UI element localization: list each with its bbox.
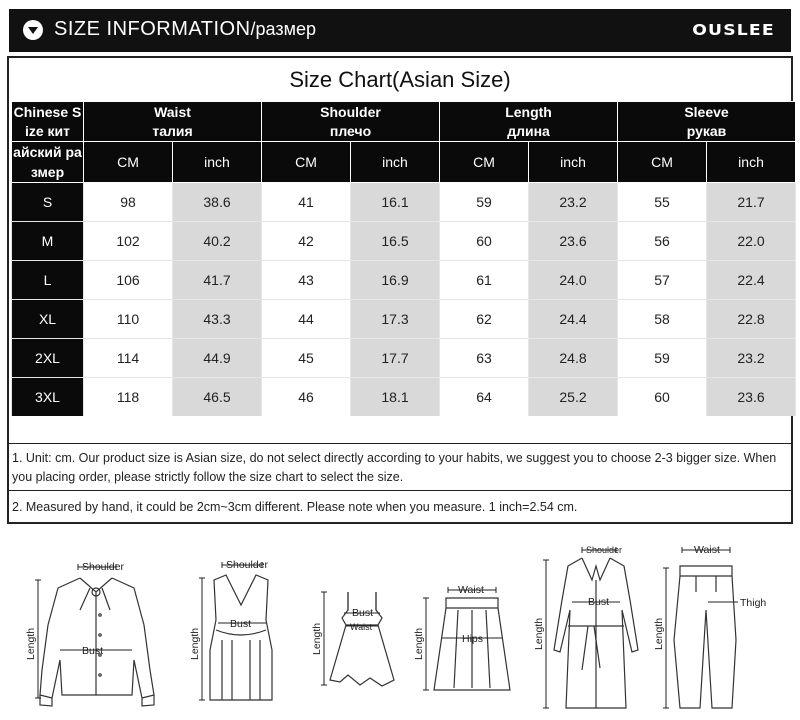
cell-cm: 61: [440, 261, 529, 300]
cell-inch: 22.8: [707, 300, 796, 339]
cell-inch: 16.9: [351, 261, 440, 300]
unit-cm: CM: [262, 142, 351, 183]
cell-cm: 60: [440, 222, 529, 261]
group-header-length: [440, 102, 618, 142]
cell-cm: 64: [440, 378, 529, 417]
cell-cm: 118: [84, 378, 173, 417]
cell-inch: 44.9: [173, 339, 262, 378]
group-en: Sleeve: [684, 103, 729, 120]
label-shoulder: Shoulder: [82, 561, 125, 573]
cell-inch: 25.2: [529, 378, 618, 417]
cell-inch: 23.2: [707, 339, 796, 378]
cell-cm: 102: [84, 222, 173, 261]
cell-cm: 45: [262, 339, 351, 378]
cell-inch: 24.8: [529, 339, 618, 378]
group-header-sleeve: [618, 102, 796, 142]
cell-cm: 62: [440, 300, 529, 339]
cell-inch: 17.7: [351, 339, 440, 378]
label-thigh: Thigh: [740, 597, 767, 609]
label-shoulder: Shoulder: [226, 559, 269, 571]
brand-logo: OUSLEE: [692, 21, 775, 39]
cell-cm: 56: [618, 222, 707, 261]
label-length: Length: [311, 622, 323, 655]
cell-cm: 106: [84, 261, 173, 300]
group-header-row: [12, 102, 796, 142]
group-en: Waist: [154, 103, 191, 120]
size-label: 2XL: [12, 339, 84, 378]
shirt-diagram: [20, 530, 180, 720]
label-length: Length: [653, 617, 665, 650]
cell-cm: 41: [262, 183, 351, 222]
size-label: 3XL: [12, 378, 84, 417]
skirt-diagram: [414, 530, 524, 720]
cell-cm: 43: [262, 261, 351, 300]
label-bust: Bust: [82, 645, 104, 657]
dress-diagram: [312, 530, 412, 720]
cell-cm: 98: [84, 183, 173, 222]
cell-inch: 41.7: [173, 261, 262, 300]
unit-cm: CM: [618, 142, 707, 183]
label-length: Length: [413, 627, 425, 660]
cell-inch: 18.1: [351, 378, 440, 417]
cell-inch: 16.5: [351, 222, 440, 261]
corner-label-bottom: айский размер: [12, 142, 84, 183]
group-ru: плечо: [329, 122, 372, 139]
group-ru: длина: [507, 122, 550, 139]
cell-inch: 40.2: [173, 222, 262, 261]
label-length: Length: [189, 627, 201, 660]
unit-cm: CM: [440, 142, 529, 183]
page-title: [54, 18, 316, 41]
size-table: [11, 101, 796, 416]
label-waist: Waist: [350, 622, 373, 632]
group-en: Length: [505, 103, 552, 120]
note-measure: 2. Measured by hand, it could be 2cm~3cm different. Please note when you measure. 1 inch=2.54 cm.: [9, 490, 791, 523]
label-length: Length: [25, 627, 37, 660]
table-row: [12, 261, 796, 300]
cell-cm: 60: [618, 378, 707, 417]
table-row: [12, 183, 796, 222]
label-waist: Waist: [694, 544, 720, 556]
group-ru: талия: [152, 122, 193, 139]
cell-cm: 59: [440, 183, 529, 222]
cell-cm: 55: [618, 183, 707, 222]
corner-label-top: Chinese Size кит: [12, 102, 84, 142]
cell-inch: 23.2: [529, 183, 618, 222]
group-header-waist: [84, 102, 262, 142]
size-label: L: [12, 261, 84, 300]
cell-inch: 24.4: [529, 300, 618, 339]
table-row: [12, 339, 796, 378]
label-length: Length: [533, 617, 545, 650]
group-ru: рукав: [686, 122, 727, 139]
cell-inch: 23.6: [529, 222, 618, 261]
tank-diagram: [186, 530, 296, 720]
table-row: [12, 222, 796, 261]
chevron-down-icon: [23, 20, 43, 40]
title-main: SIZE INFORMATION: [54, 18, 251, 40]
cell-cm: 57: [618, 261, 707, 300]
unit-header-row: [12, 142, 796, 183]
title-russian: /размер: [250, 19, 316, 39]
cell-inch: 43.3: [173, 300, 262, 339]
cell-inch: 21.7: [707, 183, 796, 222]
cell-cm: 63: [440, 339, 529, 378]
unit-inch: inch: [529, 142, 618, 183]
label-waist: Waist: [458, 584, 484, 596]
chart-caption: Size Chart(Asian Size): [289, 67, 511, 92]
cell-cm: 114: [84, 339, 173, 378]
size-label: S: [12, 183, 84, 222]
label-hips: Hips: [462, 633, 484, 645]
unit-inch: inch: [707, 142, 796, 183]
size-label: M: [12, 222, 84, 261]
cell-inch: 17.3: [351, 300, 440, 339]
table-row: [12, 300, 796, 339]
header-bar: [9, 9, 791, 52]
size-rows: [12, 183, 796, 417]
cell-inch: 22.4: [707, 261, 796, 300]
unit-cm: CM: [84, 142, 173, 183]
cell-cm: 44: [262, 300, 351, 339]
size-label: XL: [12, 300, 84, 339]
label-shoulder: Shoulder: [586, 545, 623, 555]
cell-inch: 46.5: [173, 378, 262, 417]
pants-diagram: [653, 530, 796, 720]
cell-cm: 46: [262, 378, 351, 417]
cell-cm: 58: [618, 300, 707, 339]
cell-inch: 24.0: [529, 261, 618, 300]
label-bust: Bust: [588, 596, 610, 608]
coat-diagram: [533, 530, 646, 720]
cell-cm: 42: [262, 222, 351, 261]
cell-inch: 23.6: [707, 378, 796, 417]
cell-inch: 16.1: [351, 183, 440, 222]
label-bust: Bust: [352, 607, 374, 619]
group-header-shoulder: [262, 102, 440, 142]
note-unit: 1. Unit: cm. Our product size is Asian size, do not select directly according to your habits, we suggest you to choose 2-3 bigger size. When you placing order, please strictly follow the size chart to select the size.: [9, 443, 791, 489]
table-row: [12, 378, 796, 417]
measurement-diagrams: [0, 530, 800, 718]
label-bust: Bust: [230, 618, 252, 630]
cell-inch: 22.0: [707, 222, 796, 261]
cell-inch: 38.6: [173, 183, 262, 222]
unit-inch: inch: [351, 142, 440, 183]
unit-inch: inch: [173, 142, 262, 183]
cell-cm: 59: [618, 339, 707, 378]
size-chart: [7, 56, 793, 524]
cell-cm: 110: [84, 300, 173, 339]
group-en: Shoulder: [320, 103, 381, 120]
